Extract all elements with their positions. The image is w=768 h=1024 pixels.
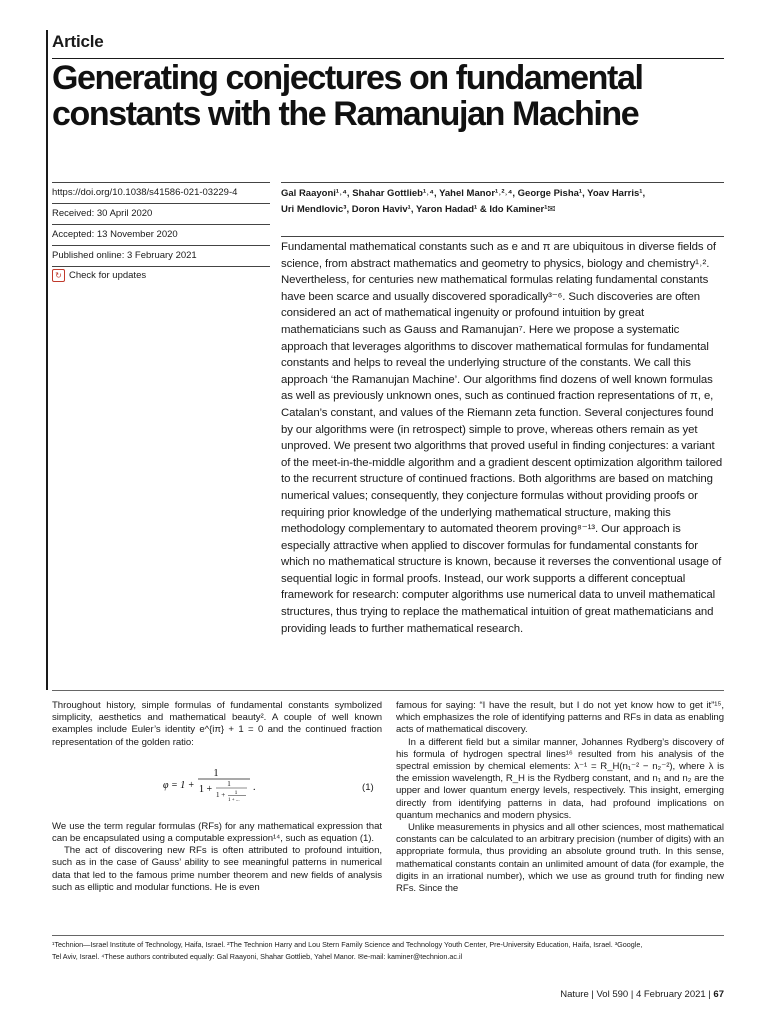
paragraph: famous for saying: “I have the result, but I do not yet know how to get it”¹⁵, which emphasizes the role of identifying patterns and RFs in data as enabling acts of mathematical discovery. bbox=[396, 700, 724, 736]
check-updates-button[interactable] bbox=[52, 269, 146, 282]
title-line-1: Generating conjectures on fundamental bbox=[52, 59, 643, 97]
separator: | bbox=[591, 989, 594, 1000]
page-number: 67 bbox=[713, 989, 724, 1000]
accepted-date: Accepted: 13 November 2020 bbox=[52, 229, 178, 240]
paragraph: Unlike measurements in physics and all other sciences, most mathematical constants can be calculated to an arbitrary precision (number of digits) with an appropriate formula, thus providing an absolute ground truth. In this sense, mathematical constants contain an unlimited amount of data (for example, the digits in an irrational number), which we use as ground truth for finding new RFs. Since the bbox=[396, 822, 724, 895]
body-column-right bbox=[396, 700, 724, 895]
received-date: Received: 30 April 2020 bbox=[52, 208, 153, 219]
authors-line-1: Gal Raayoni¹˒⁴, Shahar Gottlieb¹˒⁴, Yahel Manor¹˒²˒⁴, George Pisha¹, Yoav Harris¹, bbox=[281, 188, 646, 199]
page-footer bbox=[560, 989, 724, 1000]
meta-rule bbox=[52, 266, 270, 267]
equation-numerator: 1 bbox=[213, 768, 219, 779]
separator: | bbox=[708, 989, 711, 1000]
equation-number: (1) bbox=[362, 782, 374, 793]
footnote-line-2: Tel Aviv, Israel. ⁴These authors contributed equally: Gal Raayoni, Shahar Gottlieb, Yahel Manor. ✉e-mail: kaminer@technion.ac.il bbox=[52, 952, 463, 961]
left-margin-rule bbox=[46, 30, 48, 690]
issue-date: 4 February 2021 bbox=[635, 989, 706, 1000]
affiliations-footnote bbox=[52, 939, 722, 963]
paragraph: The act of discovering new RFs is often attributed to profound intuition, such as in the case of Gauss’ ability to see meaningful patterns in numerical data that led to the famous prime number theorem and new fields of analysis such as elliptic and modular functions. He is even bbox=[52, 845, 382, 893]
doi-link[interactable]: https://doi.org/10.1038/s41586-021-03229-4 bbox=[52, 187, 238, 198]
golden-ratio-equation bbox=[52, 764, 382, 814]
article-title bbox=[52, 60, 732, 132]
meta-rule bbox=[52, 224, 270, 225]
footnote-rule bbox=[52, 935, 724, 936]
paragraph: In a different field but a similar manner, Johannes Rydberg’s discovery of his formula of hydrogen spectral lines¹⁶ resulted from his analysis of the spectral emission by chemical elements: λ⁻¹ = R_H(n₁⁻² − n₂⁻²), where λ is the emission wavelength, R_H is the Rydberg constant, and n₁ and n₂ are the upper and lower quantum energy levels, respectively. This insight, emerging directly from identifying patterns in data, had profound implications on quantum mechanics and modern physics. bbox=[396, 736, 724, 821]
authors-rule bbox=[281, 182, 724, 183]
authors-line-2: Uri Mendlovic³, Doron Haviv¹, Yaron Hadad¹ & Ido Kaminer¹✉ bbox=[281, 204, 556, 215]
abstract: Fundamental mathematical constants such as e and π are ubiquitous in diverse fields of science, from abstract mathematics and geometry to physics, biology and chemistry¹˒². Nevertheless, for centuries new mathematical formulas relating fundamental constants have been scarce and usually discovered sporadically³⁻⁶. Such discoveries are often considered an act of mathematical ingenuity or profound intuition by great mathematicians such as Gauss and Ramanujan⁷. Here we propose a systematic approach that leverages algorithms to discover mathematical formulas for fundamental constants and helps to reveal the underlying structure of the constants. We call this approach ‘the Ramanujan Machine’. Our algorithms find dozens of well known formulas as well as previously unknown ones, such as continued fraction representations of π, e, Catalan’s constant, and values of the Riemann zeta function. Several conjectures found by our algorithms were (in retrospect) simple to prove, whereas others remain as yet unproved. We present two algorithms that proved useful in finding conjectures: a variant of the meet-in-the-middle algorithm and a gradient descent optimization algorithm tailored to the recurrent structure of continued fractions. Both algorithms are based on matching numerical values; consequently, they conjecture formulas without providing proofs or requiring prior knowledge of the underlying mathematical structure, making this methodology complementary to automated theorem proving⁸⁻¹³. Our approach is especially attractive when applied to discover formulas for fundamental constants for which no mathematical structure is known, because it reverses the conventional usage of sequential logic in formal proofs. Instead, our work supports a different conceptual framework for research: computer algorithms use numerical data to unveil mathematical structures, thus trying to replace the mathematical intuition of great mathematicians and providing leads to further mathematical research. bbox=[281, 241, 723, 635]
journal-name: Nature bbox=[560, 989, 589, 1000]
body-rule bbox=[52, 690, 724, 691]
author-list bbox=[281, 186, 721, 218]
volume: Vol 590 bbox=[596, 989, 629, 1000]
abstract-rule bbox=[281, 236, 724, 237]
equation-lhs: φ = 1 + bbox=[163, 780, 195, 791]
equation-numerator: 1 bbox=[234, 790, 238, 796]
equation-level-3: 1 + bbox=[216, 791, 226, 799]
paragraph: Throughout history, simple formulas of fundamental constants symbolized simplicity, aesthetics and mathematical beauty². A couple of well known examples include Euler’s identity e^{iπ} + 1 = 0 and the continued fraction representation of the golden ratio: bbox=[52, 700, 382, 748]
equation-level-4: 1 + ... bbox=[228, 798, 240, 803]
separator: | bbox=[630, 989, 634, 1000]
paragraph: We use the term regular formulas (RFs) for any mathematical expression that can be encapsulated using a computable expression¹⁴, such as equation (1). bbox=[52, 820, 382, 845]
equation-numerator: 1 bbox=[227, 780, 231, 788]
check-updates-icon: ↻ bbox=[52, 269, 65, 282]
published-date: Published online: 3 February 2021 bbox=[52, 250, 197, 261]
title-line-2: constants with the Ramanujan Machine bbox=[52, 95, 639, 133]
meta-rule bbox=[52, 245, 270, 246]
section-label: Article bbox=[52, 32, 104, 51]
check-updates-label: Check for updates bbox=[69, 270, 147, 281]
equation-level-2: 1 + bbox=[199, 784, 213, 795]
meta-rule bbox=[52, 203, 270, 204]
footnote-line-1: ¹Technion—Israel Institute of Technology, Haifa, Israel. ²The Technion Harry and Lou Stern Family Science and Technology Youth Center, Pre-University Education, Haifa, Israel. ³Google, bbox=[52, 940, 643, 949]
equation-period: . bbox=[253, 782, 256, 793]
meta-rule bbox=[52, 182, 270, 183]
